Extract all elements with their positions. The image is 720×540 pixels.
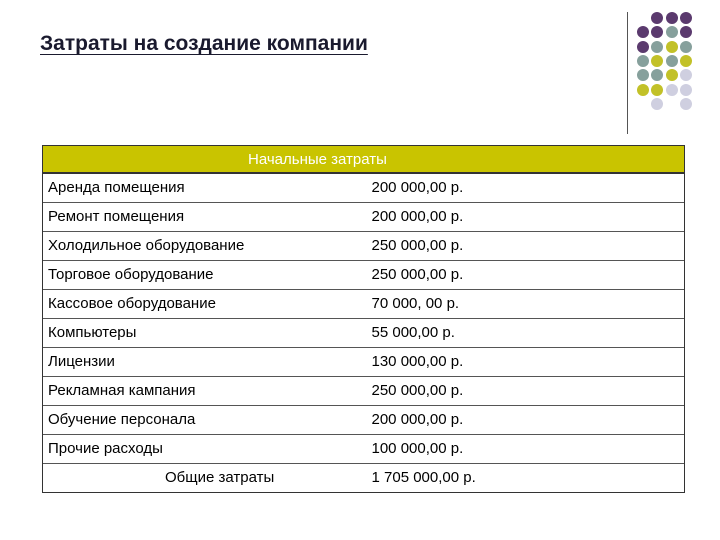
cost-name: Обучение персонала [43, 405, 364, 434]
table-header-row [43, 146, 684, 173]
decorative-dot-grid [0, 0, 720, 120]
table-row [43, 231, 684, 260]
cost-value: 250 000,00 р. [364, 260, 685, 289]
table-row [43, 202, 684, 231]
total-label: Общие затраты [43, 463, 364, 492]
decorative-dot [666, 69, 678, 81]
page-title: Затраты на создание компании [40, 32, 368, 55]
table-row [43, 376, 684, 405]
decorative-dot [637, 55, 649, 67]
cost-value: 130 000,00 р. [364, 347, 685, 376]
cost-value: 200 000,00 р. [364, 202, 685, 231]
cost-name: Прочие расходы [43, 434, 364, 463]
decorative-dot [680, 55, 692, 67]
total-row [43, 463, 684, 492]
decorative-dot [637, 26, 649, 38]
table-row [43, 347, 684, 376]
cost-name: Лицензии [43, 347, 364, 376]
decorative-dot [637, 41, 649, 53]
table-row [43, 434, 684, 463]
table-row [43, 260, 684, 289]
decorative-dot [680, 98, 692, 110]
table-row [43, 405, 684, 434]
cost-name: Холодильное оборудование [43, 231, 364, 260]
decorative-dot [666, 55, 678, 67]
cost-value: 70 000, 00 р. [364, 289, 685, 318]
decorative-dot [651, 12, 663, 24]
decorative-dot [666, 26, 678, 38]
table-header [43, 146, 684, 173]
costs-table [42, 145, 685, 493]
cost-name: Торговое оборудование [43, 260, 364, 289]
cost-value: 55 000,00 р. [364, 318, 685, 347]
decorative-dot [651, 84, 663, 96]
cost-value: 250 000,00 р. [364, 376, 685, 405]
decorative-dot [680, 26, 692, 38]
cost-name: Рекламная кампания [43, 376, 364, 405]
cost-name: Аренда помещения [43, 173, 364, 202]
decorative-dot [651, 26, 663, 38]
decorative-dot [680, 84, 692, 96]
decorative-dot [666, 41, 678, 53]
decorative-dot [651, 98, 663, 110]
decorative-dot [666, 84, 678, 96]
table-row [43, 318, 684, 347]
cost-value: 250 000,00 р. [364, 231, 685, 260]
decorative-dot [680, 12, 692, 24]
cost-value: 200 000,00 р. [364, 405, 685, 434]
cost-value: 200 000,00 р. [364, 173, 685, 202]
total-value: 1 705 000,00 р. [364, 463, 685, 492]
cost-name: Компьютеры [43, 318, 364, 347]
cost-name: Кассовое оборудование [43, 289, 364, 318]
decorative-dot [666, 12, 678, 24]
cost-name: Ремонт помещения [43, 202, 364, 231]
decorative-dot [637, 69, 649, 81]
table-row [43, 289, 684, 318]
decorative-dot [680, 41, 692, 53]
decorative-dot [651, 55, 663, 67]
decorative-dot [651, 69, 663, 81]
decorative-dot [637, 84, 649, 96]
decorative-dot [651, 41, 663, 53]
cost-value: 100 000,00 р. [364, 434, 685, 463]
decorative-dot [680, 69, 692, 81]
table-header-label: Начальные затраты [248, 150, 387, 168]
table-row [43, 173, 684, 202]
divider-line [627, 12, 628, 134]
